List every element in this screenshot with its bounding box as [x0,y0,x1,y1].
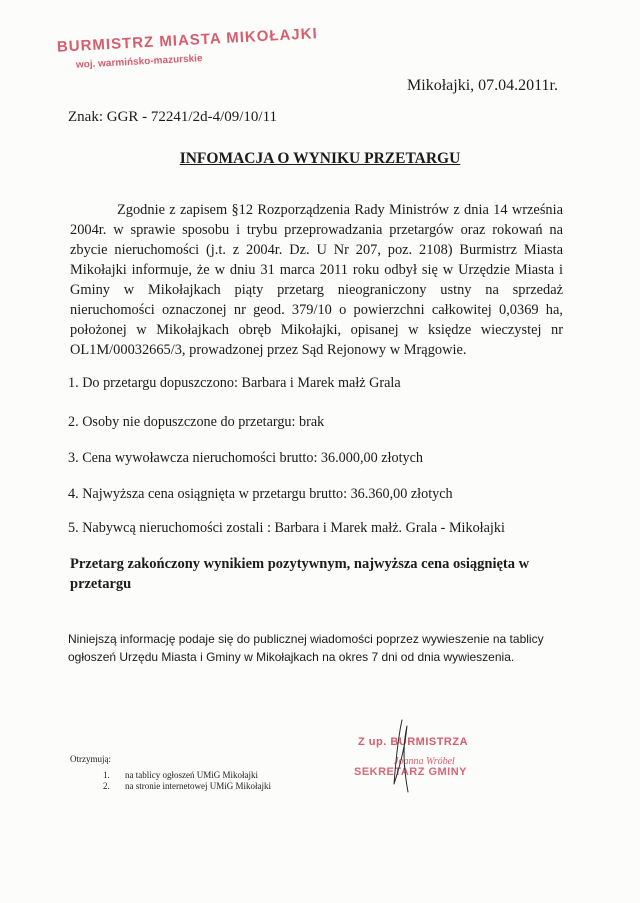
stamp-region: woj. warmińsko-mazurskie [75,53,203,71]
recipient-number: 2. [103,781,110,791]
body-paragraph: Zgodnie z zapisem §12 Rozporządzenia Rady Ministrów z dnia 14 września 2004r. w sprawie sposobu i trybu przeprowadzania przetargów oraz rokowań na zbycie nieruchomości (j.t. z 2004r. Dz. U Nr 207, poz. 2108) Burmistrz Miasta Mikołajki informuje, że w dniu 31 marca 2011 roku odbył się w Urzędzie Miasta i Gminy w Mikołajkach piąty przetarg nieograniczony ustny na sprzedaż nieruchomości oznaczonej nr geod. 379/10 o powierzchni całkowitej 0,0369 ha, położonej w Mikołajkach obręb Mikołajki, opisanej w księdze wieczystej nr OL1M/00032665/3, prowadzonej przez Sąd Rejonowy w Mrągowie. [70,202,563,358]
recipient-row [103,770,271,781]
list-item: 5. Nabywcą nieruchomości zostali : Barbara i Marek małż. Grala - Mikołajki [68,520,505,536]
place-date: Mikołajki, 07.04.2011r. [407,77,558,94]
recipient-number: 1. [103,770,110,780]
recipient-row [103,781,271,792]
list-item: 3. Cena wywoławcza nieruchomości brutto: 36.000,00 złotych [68,450,423,466]
office-stamp [56,25,319,98]
document-title: INFOMACJA O WYNIKU PRZETARGU [179,150,461,167]
stamp-office-name: BURMISTRZ MIASTA MIKOŁAJKI [56,25,319,56]
recipients-label: Otrzymują: [70,754,111,764]
signature-stamp [350,718,490,798]
public-notice: Niniejszą informację podaje się do publicznej wiadomości poprzez wywieszenie na tablicy ogłoszeń Urzędu Miasta i Gminy w Mikołajkach na okres 7 dni od dnia wywieszenia. [68,632,544,664]
reference-number: Znak: GGR - 72241/2d-4/09/10/11 [68,109,278,125]
signatory-name: Joanna Wróbel [394,756,455,767]
recipients-block [70,754,271,792]
recipient-text: na tablicy ogłoszeń UMiG Mikołajki [125,770,258,780]
signature-stamp-authority: Z up. BURMISTRZA [358,736,469,748]
signature-stamp-title: SEKRETARZ GMINY [354,766,468,778]
handwritten-signature-icon [350,718,490,798]
list-item: 1. Do przetargu dopuszczono: Barbara i Marek małż Grala [68,375,401,391]
conclusion-statement: Przetarg zakończony wynikiem pozytywnym, najwyższa cena osiągnięta w przetargu [70,556,530,592]
list-item: 4. Najwyższa cena osiągnięta w przetargu brutto: 36.360,00 złotych [68,486,453,502]
list-item: 2. Osoby nie dopuszczone do przetargu: brak [68,414,325,430]
recipient-text: na stronie internetowej UMiG Mikołajki [125,781,271,791]
